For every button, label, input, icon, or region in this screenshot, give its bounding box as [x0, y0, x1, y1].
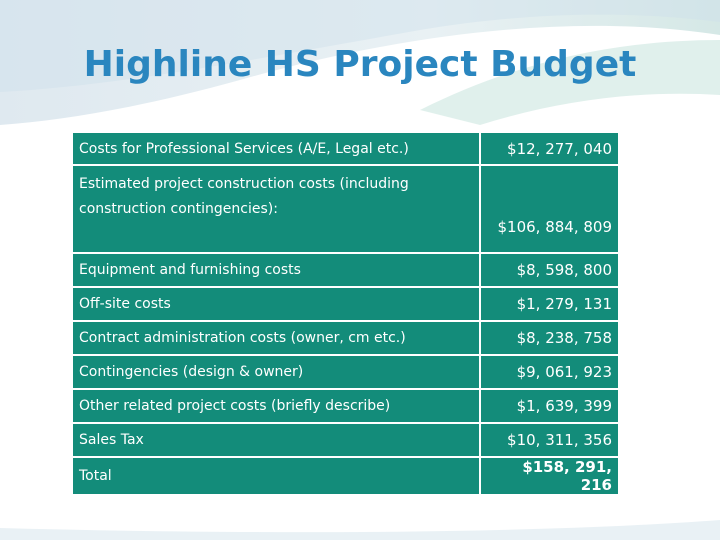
- row-value: $8, 598, 800: [480, 253, 619, 287]
- total-row: [72, 457, 619, 495]
- table-row: [72, 355, 619, 389]
- row-label: Contingencies (design & owner): [72, 355, 480, 389]
- row-value: $1, 639, 399: [480, 389, 619, 423]
- table-row: [72, 165, 619, 253]
- row-value: $8, 238, 758: [480, 321, 619, 355]
- table-row: [72, 423, 619, 457]
- row-label: Estimated project construction costs (including construction contingencies):: [72, 165, 480, 253]
- table-row: [72, 287, 619, 321]
- row-label: Off-site costs: [72, 287, 480, 321]
- row-label: Costs for Professional Services (A/E, Legal etc.): [72, 132, 480, 165]
- table-row: [72, 132, 619, 165]
- row-label: Contract administration costs (owner, cm etc.): [72, 321, 480, 355]
- slide-title: Highline HS Project Budget: [83, 44, 637, 85]
- row-value: $1, 279, 131: [480, 287, 619, 321]
- row-label: Sales Tax: [72, 423, 480, 457]
- row-value: $9, 061, 923: [480, 355, 619, 389]
- table-row: [72, 389, 619, 423]
- row-label: Equipment and furnishing costs: [72, 253, 480, 287]
- table-row: [72, 253, 619, 287]
- budget-table: [71, 131, 620, 496]
- row-label: Other related project costs (briefly describe): [72, 389, 480, 423]
- total-label: Total: [72, 457, 480, 495]
- row-value: $12, 277, 040: [480, 132, 619, 165]
- table-row: [72, 321, 619, 355]
- row-value: $106, 884, 809: [480, 165, 619, 253]
- row-value: $10, 311, 356: [480, 423, 619, 457]
- total-value: $158, 291, 216: [480, 457, 619, 495]
